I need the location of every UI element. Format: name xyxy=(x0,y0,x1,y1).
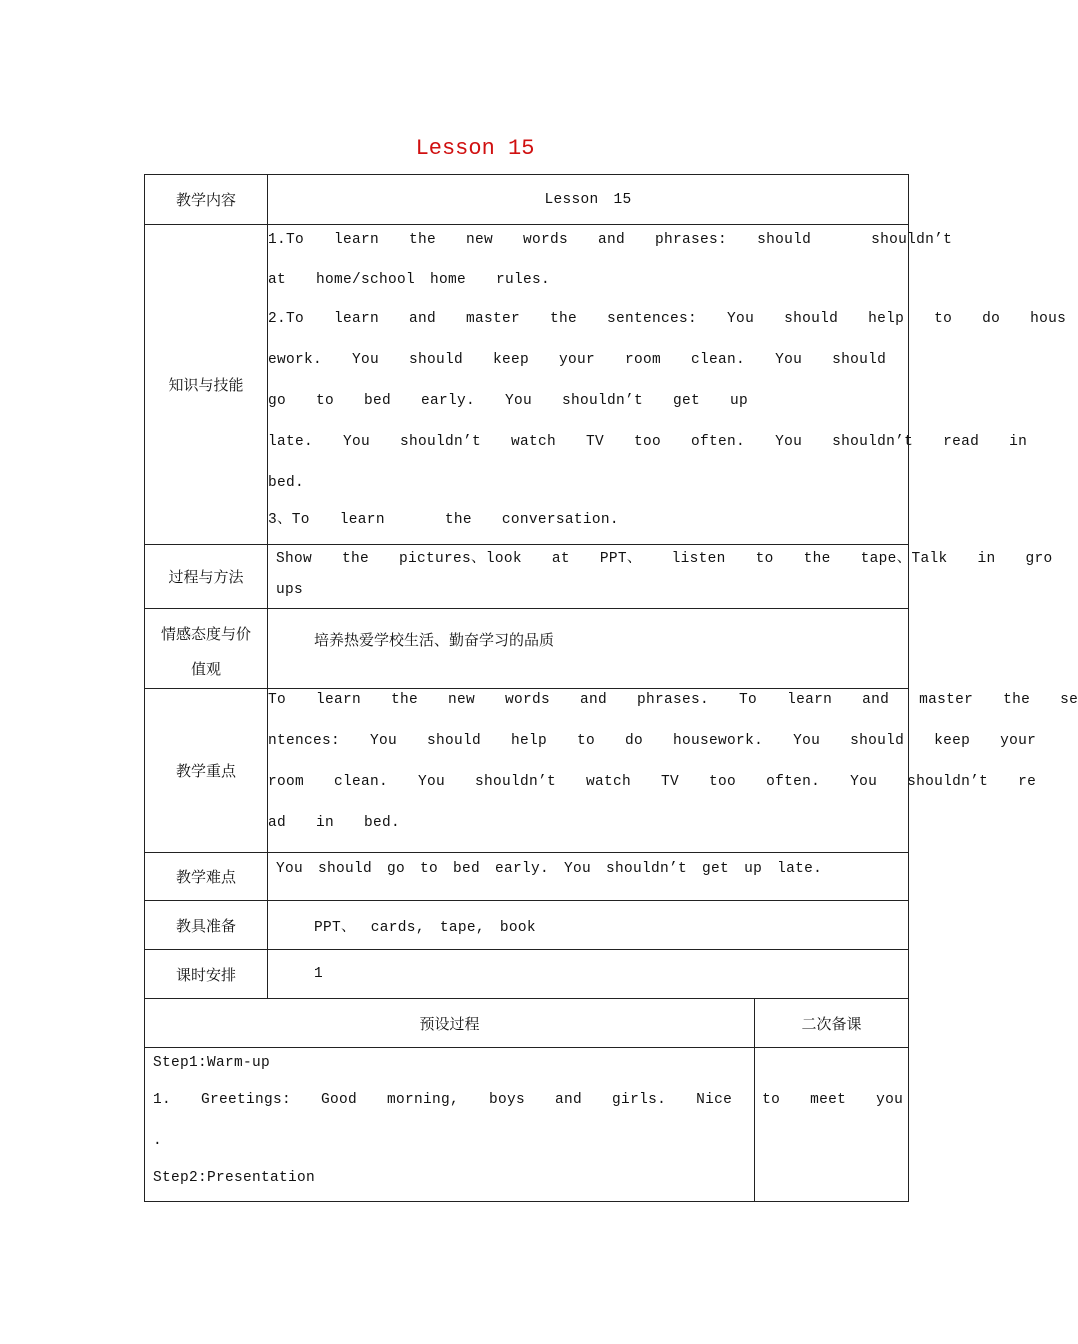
label-key-points: 教学重点 xyxy=(145,689,268,853)
text-line: ups xyxy=(276,582,304,598)
lesson-plan-table xyxy=(144,174,1078,1202)
label-attitude xyxy=(145,609,268,689)
text-line: ad in bed. xyxy=(268,815,401,831)
label-difficult-points: 教学难点 xyxy=(145,853,268,901)
text-line: 2.To learn and master the sentences: You should help to do hous xyxy=(268,311,1067,327)
row-periods xyxy=(145,950,909,999)
text-line: To learn the new words and phrases. To learn and master the se xyxy=(268,692,1078,708)
row-key-points xyxy=(145,689,909,853)
text-line: Step2:Presentation xyxy=(153,1170,316,1186)
text-line: bed. xyxy=(268,475,305,491)
text-line: Show the pictures、look at PPT、 listen to the tape、Talk in gro xyxy=(276,551,1053,567)
text-line: 1. Greetings: Good morning, boys and girls. Nice to meet you xyxy=(153,1092,904,1108)
row-process xyxy=(145,545,909,609)
value-key-points xyxy=(268,689,1078,853)
text-line: 1.To learn the new words and phrases: should shouldn’t xyxy=(268,232,953,248)
row-procedure-header xyxy=(145,999,909,1048)
value-process xyxy=(268,545,1053,609)
procedure-body xyxy=(145,1048,904,1202)
label-content: 教学内容 xyxy=(145,175,268,225)
label-attitude-line: 值观 xyxy=(190,660,221,678)
text-line: room clean. You shouldn’t watch TV too often. You shouldn’t re xyxy=(268,774,1037,790)
document-title: Lesson 15 xyxy=(415,136,535,161)
label-periods: 课时安排 xyxy=(145,950,268,999)
row-aids xyxy=(145,901,909,950)
value-periods: 1 xyxy=(268,950,909,999)
row-procedure-body xyxy=(145,1048,909,1202)
text-line: 3、To learn the conversation. xyxy=(268,512,619,528)
second-prep-header: 二次备课 xyxy=(755,999,909,1048)
label-knowledge: 知识与技能 xyxy=(145,225,268,545)
label-process: 过程与方法 xyxy=(145,545,268,609)
row-content xyxy=(145,175,909,225)
text-line: go to bed early. You shouldn’t get up xyxy=(268,393,749,409)
value-difficult-points: You should go to bed early. You shouldn’t get up late. xyxy=(268,853,909,901)
label-aids: 教具准备 xyxy=(145,901,268,950)
value-content: Lesson 15 xyxy=(268,175,909,225)
text-line: . xyxy=(153,1133,163,1149)
label-attitude-line: 情感态度与价 xyxy=(160,625,251,643)
row-attitude xyxy=(145,609,909,689)
text-line: at home/school home rules. xyxy=(268,272,551,288)
value-knowledge xyxy=(268,225,1067,545)
text-line: late. You shouldn’t watch TV too often. You shouldn’t read in xyxy=(268,434,1028,450)
row-knowledge xyxy=(145,225,909,545)
value-aids: PPT、 cards, tape, book xyxy=(268,901,909,950)
procedure-header: 预设过程 xyxy=(145,999,755,1048)
text-line: ntences: You should help to do housework. You should keep your xyxy=(268,733,1037,749)
value-attitude: 培养热爱学校生活、勤奋学习的品质 xyxy=(268,609,909,689)
second-prep-body xyxy=(755,1048,909,1202)
text-line: ework. You should keep your room clean. You should xyxy=(268,352,887,368)
text-line: Step1:Warm-up xyxy=(153,1055,271,1071)
row-difficult-points xyxy=(145,853,909,901)
